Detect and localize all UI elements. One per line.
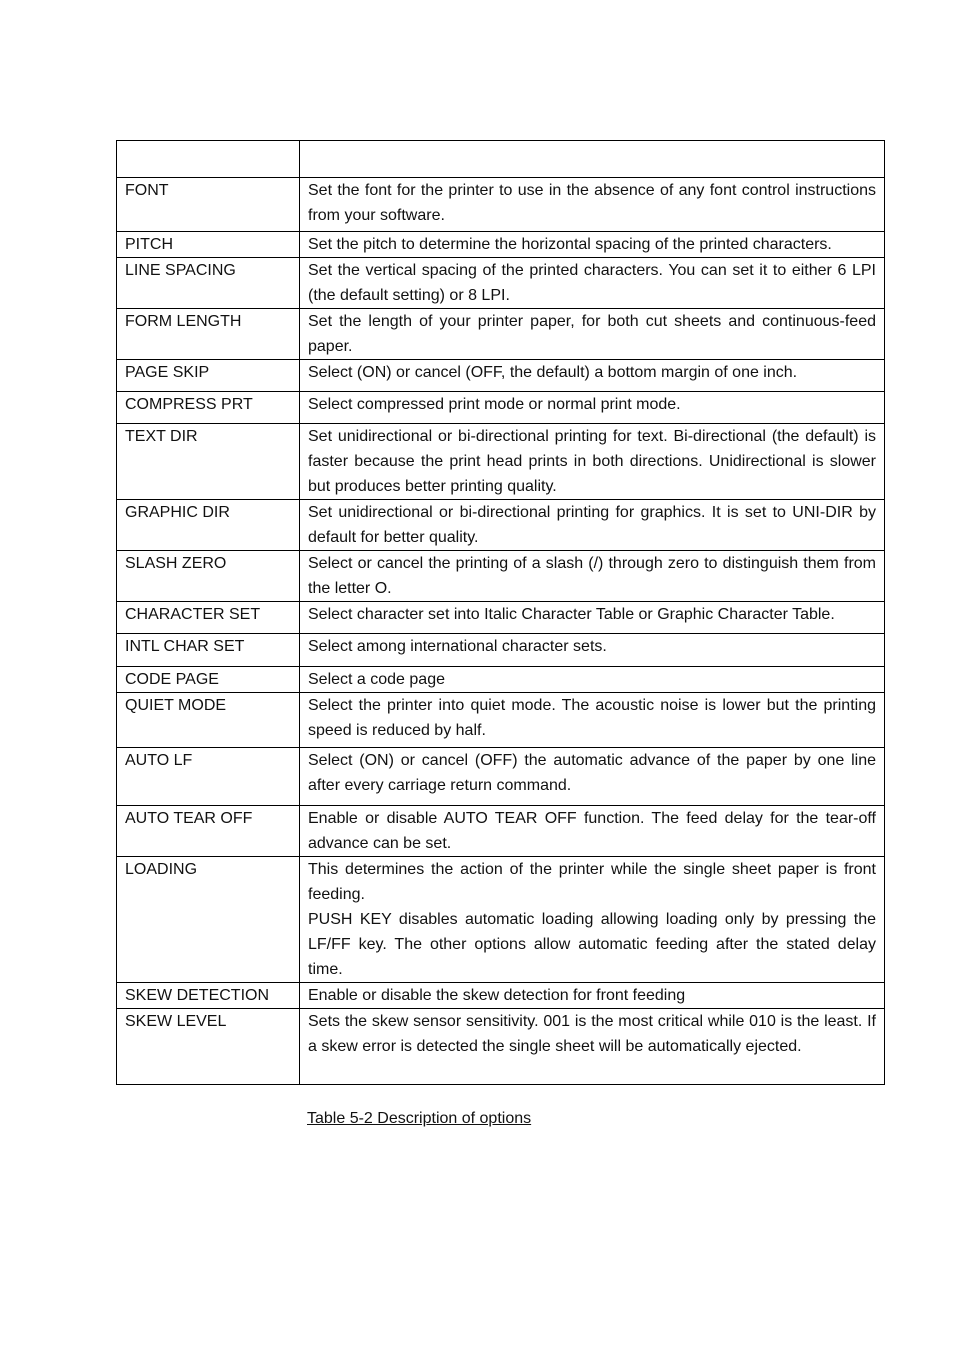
- option-description-cell: [300, 1009, 885, 1085]
- table-row-graphic-dir: [117, 500, 885, 551]
- table-row-slash-zero: [117, 551, 885, 602]
- option-description-cell: [300, 602, 885, 634]
- table-row-skew-detection: [117, 983, 885, 1009]
- option-name-cell: TEXT DIR: [117, 424, 300, 500]
- table-row-intl-char-set: [117, 634, 885, 667]
- option-description-cell: [300, 806, 885, 857]
- table-row-code-page: [117, 667, 885, 693]
- option-description-cell: [300, 360, 885, 392]
- description-paragraph: This determines the action of the printer while the single sheet paper is front feeding.: [308, 861, 876, 903]
- table-row-font: [117, 178, 885, 232]
- option-name-cell: COMPRESS PRT: [117, 392, 300, 424]
- option-name-cell: CODE PAGE: [117, 667, 300, 693]
- description-paragraph: Set the font for the printer to use in the absence of any font control instructions from your software.: [308, 182, 876, 224]
- table-row-loading: [117, 857, 885, 983]
- description-paragraph: PUSH KEY disables automatic loading allowing loading only by pressing the LF/FF key. The other options allow automatic feeding after the stated delay time.: [308, 911, 876, 978]
- option-description-cell: [300, 178, 885, 232]
- table-row-form-length: [117, 309, 885, 360]
- option-description-cell: [300, 232, 885, 258]
- option-description-cell: [300, 424, 885, 500]
- option-description-cell: [300, 693, 885, 748]
- option-description-cell: [300, 551, 885, 602]
- table-row-pitch: [117, 232, 885, 258]
- options-table: [116, 140, 885, 1085]
- description-paragraph: Enable or disable AUTO TEAR OFF function. The feed delay for the tear-off advance can be set.: [308, 810, 876, 852]
- option-name-cell: CHARACTER SET: [117, 602, 300, 634]
- header-cell-description: [300, 141, 885, 178]
- table-row-page-skip: [117, 360, 885, 392]
- table-row-text-dir: [117, 424, 885, 500]
- table-row-compress-prt: [117, 392, 885, 424]
- description-paragraph: Enable or disable the skew detection for front feeding: [308, 987, 686, 1004]
- option-description-cell: [300, 748, 885, 806]
- table-row-auto-lf: [117, 748, 885, 806]
- option-description-cell: [300, 258, 885, 309]
- option-description-cell: [300, 634, 885, 667]
- option-name-cell: SKEW LEVEL: [117, 1009, 300, 1085]
- description-paragraph: Set unidirectional or bi-directional printing for text. Bi-directional (the default) is faster because the print head prints in both directions. Unidirectional is slower but produces better printing quality.: [308, 428, 876, 495]
- description-paragraph: Set the pitch to determine the horizontal spacing of the printed characters.: [308, 236, 832, 253]
- description-paragraph: Select among international character sets.: [308, 638, 607, 655]
- description-paragraph: Select a code page: [308, 671, 445, 688]
- option-name-cell: LINE SPACING: [117, 258, 300, 309]
- description-paragraph: Select or cancel the printing of a slash (/) through zero to distinguish them from the letter O.: [308, 555, 876, 597]
- table-header-row: [117, 141, 885, 178]
- description-paragraph: Set the vertical spacing of the printed characters. You can set it to either 6 LPI (the default setting) or 8 LPI.: [308, 262, 876, 304]
- table-row-auto-tear-off: [117, 806, 885, 857]
- description-paragraph: Select (ON) or cancel (OFF) the automatic advance of the paper by one line after every carriage return command.: [308, 752, 876, 794]
- option-description-cell: [300, 392, 885, 424]
- header-cell-option: [117, 141, 300, 178]
- option-description-cell: [300, 857, 885, 983]
- option-name-cell: SKEW DETECTION: [117, 983, 300, 1009]
- option-name-cell: QUIET MODE: [117, 693, 300, 748]
- option-name-cell: SLASH ZERO: [117, 551, 300, 602]
- table-row-quiet-mode: [117, 693, 885, 748]
- option-name-cell: FONT: [117, 178, 300, 232]
- description-paragraph: Select the printer into quiet mode. The acoustic noise is lower but the printing speed is reduced by half.: [308, 697, 876, 739]
- option-name-cell: AUTO TEAR OFF: [117, 806, 300, 857]
- option-name-cell: LOADING: [117, 857, 300, 983]
- description-paragraph: Select compressed print mode or normal print mode.: [308, 396, 681, 413]
- description-paragraph: Set unidirectional or bi-directional printing for graphics. It is set to UNI-DIR by default for better quality.: [308, 504, 876, 546]
- option-description-cell: [300, 983, 885, 1009]
- description-paragraph: Select character set into Italic Character Table or Graphic Character Table.: [308, 606, 835, 623]
- option-name-cell: AUTO LF: [117, 748, 300, 806]
- option-name-cell: PAGE SKIP: [117, 360, 300, 392]
- table-row-character-set: [117, 602, 885, 634]
- option-description-cell: [300, 500, 885, 551]
- option-name-cell: PITCH: [117, 232, 300, 258]
- option-description-cell: [300, 667, 885, 693]
- option-description-cell: [300, 309, 885, 360]
- description-paragraph: Sets the skew sensor sensitivity. 001 is the most critical while 010 is the least. If a skew error is detected the single sheet will be automatically ejected.: [308, 1013, 876, 1055]
- option-name-cell: GRAPHIC DIR: [117, 500, 300, 551]
- option-name-cell: FORM LENGTH: [117, 309, 300, 360]
- table-row-skew-level: [117, 1009, 885, 1085]
- description-paragraph: Select (ON) or cancel (OFF, the default) a bottom margin of one inch.: [308, 364, 798, 381]
- options-table-body: [117, 141, 885, 1085]
- description-paragraph: Set the length of your printer paper, for both cut sheets and continuous-feed paper.: [308, 313, 876, 355]
- table-row-line-spacing: [117, 258, 885, 309]
- option-name-cell: INTL CHAR SET: [117, 634, 300, 667]
- table-caption: Table 5-2 Description of options: [307, 1110, 532, 1127]
